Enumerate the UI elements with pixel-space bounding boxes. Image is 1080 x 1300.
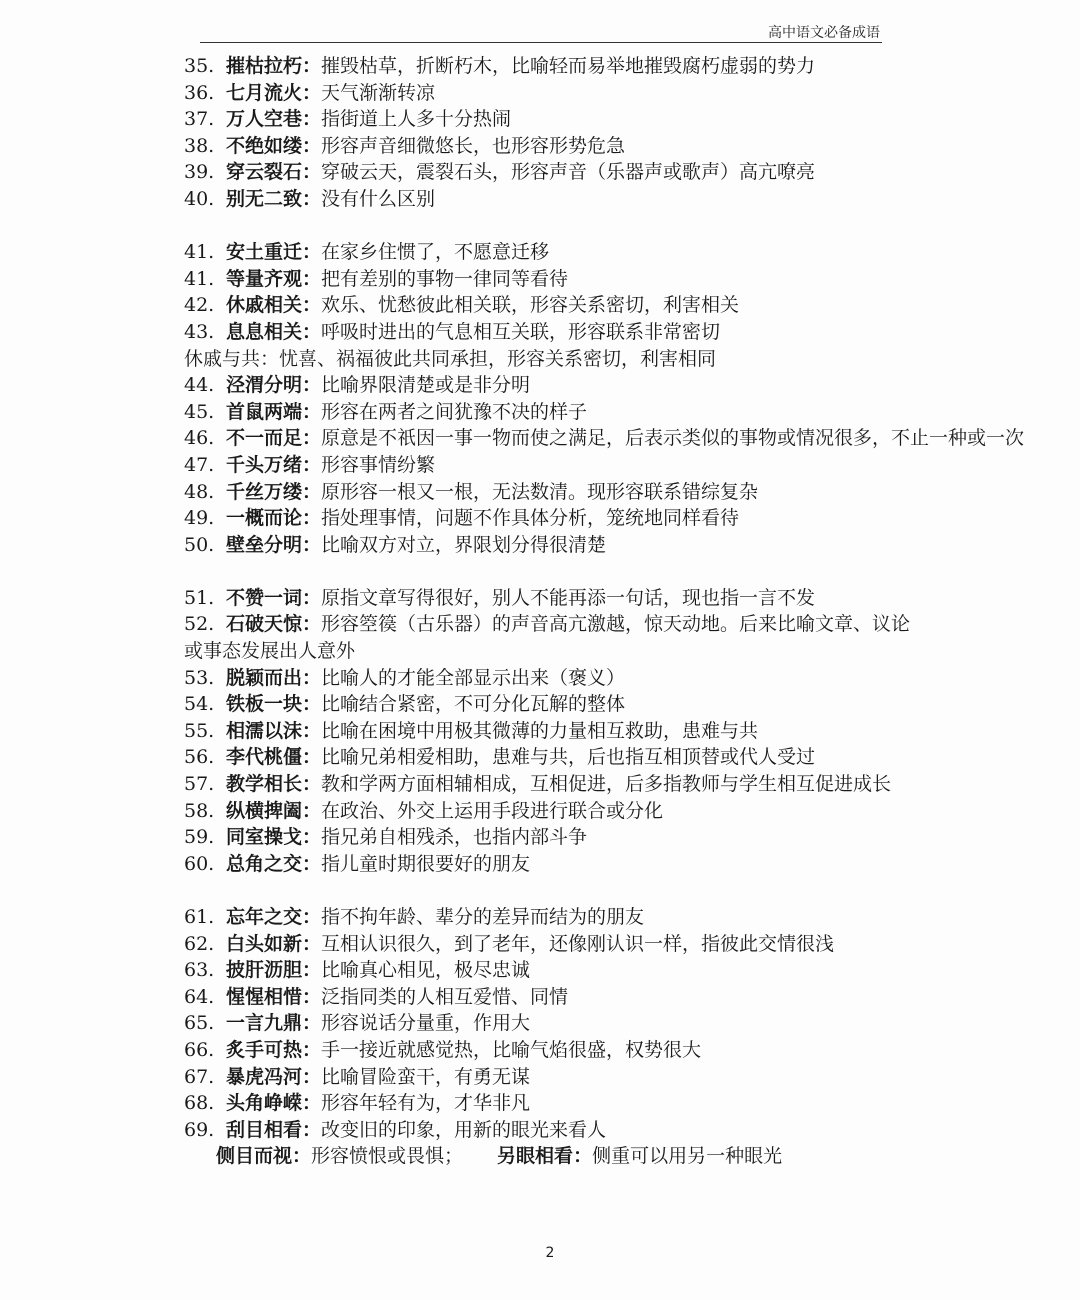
idiom-entry [184,798,914,825]
idiom-entry [184,372,914,399]
idiom-entry [184,53,914,80]
term-colon: ： [302,852,322,875]
idiom-definition: 侧重可以用另一种眼光 [592,1145,783,1168]
idiom-entry [184,292,914,319]
idiom-definition: 形容愤恨或畏惧； [311,1145,464,1168]
idiom-entry [184,479,914,506]
idiom-definition: 原形容一根又一根，无法数清。现形容联系错综复杂 [321,480,759,503]
term-colon: ： [302,81,322,104]
idiom-entry [184,931,914,958]
idiom-entry [184,665,914,692]
idiom-term: 首鼠两端 [226,400,303,423]
entry-number: 53. [184,666,215,689]
idiom-definition: 比喻兄弟相爱相助，患难与共，后也指互相顶替或代人受过 [321,746,816,769]
entry-number: 59. [184,826,215,849]
entry-number: 38. [184,134,215,157]
term-colon: ： [302,480,322,503]
idiom-entry [184,266,914,293]
idiom-term: 总角之交 [226,852,303,875]
term-colon: ： [302,906,322,928]
term-colon: ： [302,613,322,636]
term-colon: ： [302,241,322,264]
idiom-term: 相濡以沫 [226,719,303,742]
entry-number: 35. [184,55,215,77]
entry-number: 40. [184,187,215,210]
idiom-term: 不绝如缕 [226,134,303,157]
page-header [200,20,882,43]
idiom-definition: 比喻冒险蛮干，有勇无谋 [321,1065,531,1088]
term-colon: ： [302,108,322,131]
idiom-entry [184,1010,914,1037]
idiom-term: 头角峥嵘 [226,1092,303,1115]
term-colon: ： [302,427,322,450]
entry-number: 68. [184,1092,215,1115]
idiom-entry [184,452,914,479]
entry-number: 41. [184,267,215,290]
term-colon: ： [302,400,322,423]
idiom-definition: 欢乐、忧愁彼此相关联，形容关系密切，利害相关 [321,294,740,317]
entry-number: 37. [184,108,215,131]
idiom-term: 千丝万缕 [226,480,303,503]
entry-number: 63. [184,959,215,982]
term-colon: ： [302,773,322,796]
entry-number: 46. [184,427,215,450]
term-colon: ： [302,826,322,849]
term-colon: ： [302,666,322,689]
idiom-definition: 形容说话分量重，作用大 [321,1012,531,1035]
term-colon: ： [302,1118,322,1141]
term-colon: ： [302,374,322,397]
idiom-term: 一言九鼎 [226,1012,303,1035]
idiom-entry [184,346,914,373]
idiom-definition: 指儿童时期很要好的朋友 [321,852,531,875]
idiom-term: 息息相关 [226,320,303,343]
idiom-term: 白头如新 [226,932,303,955]
idiom-term: 纵横捭阖 [226,799,303,822]
idiom-definition: 比喻界限清楚或是非分明 [321,374,531,397]
entry-number: 64. [184,985,215,1008]
term-colon: ： [302,294,322,317]
page-number: 2 [545,1245,555,1261]
idiom-entry [184,585,914,612]
idiom-definition: 呼吸时进出的气息相互关联，形容联系非常密切 [321,320,721,343]
entry-number: 61. [184,906,215,928]
idiom-entry [184,159,914,186]
idiom-entry [184,744,914,771]
idiom-definition: 指街道上人多十分热闹 [321,108,512,131]
idiom-entry [184,718,914,745]
entry-number: 62. [184,932,215,955]
idiom-definition: 穿破云天，震裂石头，形容声音（乐器声或歌声）高亢嘹亮 [321,161,816,184]
idiom-entry [184,186,914,213]
term-colon: ： [302,1092,322,1115]
idiom-term: 壁垒分明 [226,533,303,556]
term-colon: ： [302,453,322,476]
idiom-entry [184,1090,914,1117]
idiom-definition: 休戚与共：忧喜、祸福彼此共同承担，形容关系密切，利害相同 [184,347,717,370]
idiom-definition: 互相认识很久，到了老年，还像刚认识一样，指彼此交情很浅 [321,932,835,955]
idiom-term: 穿云裂石 [226,161,303,184]
idiom-entry [184,1064,914,1091]
term-colon: ： [302,693,322,716]
idiom-term: 七月流火 [226,81,303,104]
idiom-definition: 指兄弟自相残杀，也指内部斗争 [321,826,588,849]
term-colon: ： [573,1145,593,1168]
idiom-term: 暴虎冯河 [226,1065,303,1088]
entry-number: 58. [184,799,215,822]
idiom-term: 不一而足 [226,427,303,450]
entry-number: 45. [184,400,215,423]
term-colon: ： [302,985,322,1008]
entry-number: 66. [184,1038,215,1061]
idiom-definition: 摧毁枯草，折断朽木，比喻轻而易举地摧毁腐朽虚弱的势力 [321,55,816,77]
idiom-term: 铁板一块 [226,693,303,716]
idiom-definition: 改变旧的印象，用新的眼光来看人 [321,1118,607,1141]
idiom-term: 李代桃僵 [226,746,303,769]
idiom-term: 忘年之交 [226,906,303,928]
idiom-definition: 形容事情纷繁 [321,453,436,476]
idiom-definition: 教和学两方面相辅相成，互相促进，后多指教师与学生相互促进成长 [321,773,892,796]
idiom-term: 披肝沥胆 [226,959,303,982]
idiom-term: 同室操戈 [226,826,303,849]
idiom-entry [184,904,914,931]
idiom-entry [184,133,914,160]
idiom-term: 千头万绪 [226,453,303,476]
idiom-list [184,53,1025,1170]
entry-number: 52. [184,613,215,636]
idiom-term: 摧枯拉朽 [226,55,303,77]
term-colon: ： [302,586,322,609]
entry-number: 39. [184,161,215,184]
idiom-definition: 形容在两者之间犹豫不决的样子 [321,400,588,423]
idiom-term: 不赞一词 [226,586,303,609]
idiom-term: 万人空巷 [226,108,303,131]
term-colon: ： [302,799,322,822]
idiom-definition: 原意是不祇因一事一物而使之满足，后表示类似的事物或情况很多，不止一种或一次 [321,427,1025,450]
entry-number: 36. [184,81,215,104]
group-spacer [184,877,914,904]
idiom-definition: 泛指同类的人相互爱惜、同情 [321,985,569,1008]
idiom-definition: 比喻双方对立，界限划分得很清楚 [321,533,607,556]
entry-number: 44. [184,374,215,397]
idiom-definition: 形容声音细微悠长，也形容形势危急 [321,134,626,157]
idiom-definition: 形容年轻有为，才华非凡 [321,1092,531,1115]
group-spacer [184,558,914,585]
entry-number: 42. [184,294,215,317]
idiom-term: 另眼相看 [497,1145,574,1168]
idiom-term: 侧目而视 [216,1145,293,1168]
idiom-term: 刮目相看 [226,1118,303,1141]
entry-number: 48. [184,480,215,503]
idiom-definition: 在政治、外交上运用手段进行联合或分化 [321,799,664,822]
idiom-entry [184,532,914,559]
entry-number: 57. [184,773,215,796]
idiom-term: 等量齐观 [226,267,303,290]
idiom-entry [184,80,914,107]
entry-number: 43. [184,320,215,343]
idiom-term: 别无二致 [226,187,303,210]
idiom-entry [184,771,914,798]
term-colon: ： [302,267,322,290]
idiom-definition: 把有差别的事物一律同等看待 [321,267,569,290]
entry-number: 54. [184,693,215,716]
idiom-term: 休戚相关 [226,294,303,317]
idiom-term: 泾渭分明 [226,374,303,397]
entry-number: 51. [184,586,215,609]
idiom-entry [184,851,914,878]
term-colon: ： [302,1012,322,1035]
idiom-entry [184,239,914,266]
idiom-term: 教学相长 [226,773,303,796]
idiom-definition: 指不拘年龄、辈分的差异而结为的朋友 [321,906,645,928]
term-colon: ： [292,1145,312,1168]
term-colon: ： [302,55,322,77]
idiom-term: 惺惺相惜 [226,985,303,1008]
term-colon: ： [302,320,322,343]
term-colon: ： [302,959,322,982]
term-colon: ： [302,1038,322,1061]
idiom-entry [184,611,914,664]
entry-number: 47. [184,453,215,476]
idiom-term: 石破天惊 [226,613,303,636]
term-colon: ： [302,134,322,157]
idiom-definition: 在家乡住惯了，不愿意迁移 [321,241,550,264]
idiom-term: 安土重迁 [226,241,303,264]
idiom-entry [184,505,914,532]
entry-number: 67. [184,1065,215,1088]
idiom-definition: 比喻真心相见，极尽忠诚 [321,959,531,982]
idiom-term: 脱颖而出 [226,666,303,689]
idiom-entry [184,824,914,851]
entry-number: 56. [184,746,215,769]
term-colon: ： [302,507,322,530]
idiom-term: 一概而论 [226,507,303,530]
idiom-entry [184,957,914,984]
entry-number: 41. [184,241,215,264]
term-colon: ： [302,719,322,742]
final-entry-line [184,1143,914,1170]
entry-number: 49. [184,507,215,530]
idiom-entry [184,319,914,346]
idiom-definition: 天气渐渐转凉 [321,81,436,104]
idiom-entry [184,691,914,718]
term-colon: ： [302,746,322,769]
idiom-entry [184,399,914,426]
group-spacer [184,213,914,240]
idiom-definition: 比喻结合紧密，不可分化瓦解的整体 [321,693,626,716]
term-colon: ： [302,1065,322,1088]
idiom-definition: 形容箜篌（古乐器）的声音高亢激越，惊天动地。后来比喻文章、议论或事态发展出人意外 [184,613,911,663]
term-colon: ： [302,187,322,210]
idiom-definition: 没有什么区别 [321,187,436,210]
header-title: 高中语文必备成语 [768,25,880,41]
idiom-definition: 指处理事情，问题不作具体分析，笼统地同样看待 [321,507,740,530]
idiom-entry [184,1037,914,1064]
idiom-entry [184,425,1025,452]
idiom-entry [184,1117,914,1144]
idiom-entry [184,106,914,133]
entry-number: 55. [184,719,215,742]
entry-number: 65. [184,1012,215,1035]
term-colon: ： [302,161,322,184]
entry-number: 69. [184,1118,215,1141]
idiom-definition: 比喻在困境中用极其微薄的力量相互救助，患难与共 [321,719,759,742]
term-colon: ： [302,533,322,556]
term-colon: ： [302,932,322,955]
entry-number: 50. [184,533,215,556]
idiom-definition: 原指文章写得很好，别人不能再添一句话，现也指一言不发 [321,586,816,609]
entry-number: 60. [184,852,215,875]
idiom-definition: 手一接近就感觉热，比喻气焰很盛，权势很大 [321,1038,702,1061]
idiom-term: 炙手可热 [226,1038,303,1061]
idiom-definition: 比喻人的才能全部显示出来（褒义） [321,666,626,689]
idiom-entry [184,984,914,1011]
